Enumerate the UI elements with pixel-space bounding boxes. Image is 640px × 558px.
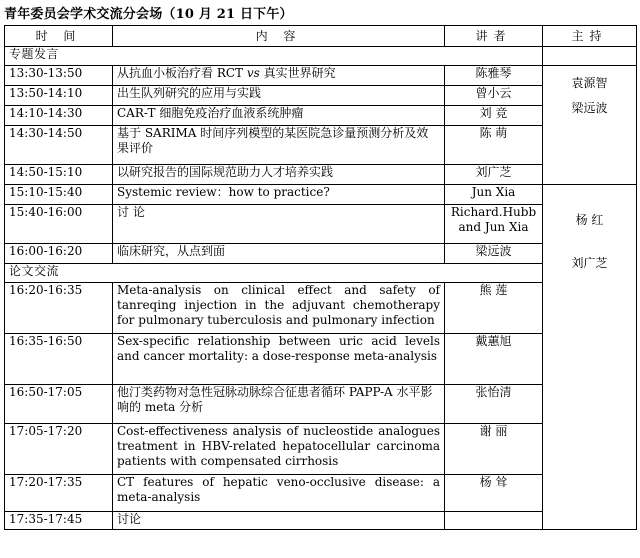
- table-row: [5, 512, 637, 530]
- speaker-cell: 曾小云: [445, 86, 543, 106]
- table-row: [5, 66, 637, 86]
- topic-vs: vs: [246, 66, 260, 80]
- header-time: 时 间: [5, 26, 113, 47]
- time-cell: 16:00-16:20: [5, 244, 113, 264]
- time-cell: 14:10-14:30: [5, 106, 113, 126]
- speaker-cell: 张怡清: [445, 385, 543, 424]
- doc-title: 青年委员会学术交流分会场（10 月 21 日下午）: [4, 7, 293, 22]
- table-row: [5, 475, 637, 512]
- header-host: 主持: [543, 26, 637, 47]
- table-row: [5, 106, 637, 126]
- time-cell: 16:50-17:05: [5, 385, 113, 424]
- time-cell: 15:40-16:00: [5, 205, 113, 244]
- time-cell: 17:20-17:35: [5, 475, 113, 512]
- topic-cell: Sex-specific relationship between uric acid levels and cancer mortality: a dose-response meta-analysis: [113, 334, 445, 385]
- topic-part: 真实世界研究: [259, 66, 336, 80]
- topic-part: 从抗血小板治疗看 RCT: [117, 66, 247, 80]
- topic-cell: [113, 66, 445, 86]
- table-row: [5, 283, 637, 334]
- time-cell: 16:35-16:50: [5, 334, 113, 385]
- header-speaker: 讲者: [445, 26, 543, 47]
- host-cell: [543, 185, 637, 530]
- speaker-cell: 熊 莲: [445, 283, 543, 334]
- table-row: [5, 185, 637, 205]
- speaker-cell: 刘广芝: [445, 165, 543, 185]
- speaker-cell: 杨 耸: [445, 475, 543, 512]
- time-cell: 14:50-15:10: [5, 165, 113, 185]
- table-row: [5, 165, 637, 185]
- section-label: 论文交流: [5, 264, 543, 283]
- table-row: [5, 424, 637, 475]
- speaker-cell: 梁远波: [445, 244, 543, 264]
- speaker-cell: 刘 竞: [445, 106, 543, 126]
- schedule-table: [4, 25, 637, 530]
- host-name: 袁源智: [571, 76, 608, 90]
- table-row: [5, 86, 637, 106]
- time-cell: 13:30-13:50: [5, 66, 113, 86]
- topic-cell: Cost-effectiveness analysis of nucleostide analogues treatment in HBV-related hepatocellular carcinoma patients with compensated cirrhosis: [113, 424, 445, 475]
- speaker-cell: 戴蕙旭: [445, 334, 543, 385]
- speaker-cell: 谢 丽: [445, 424, 543, 475]
- topic-cell: Systemic review：how to practice?: [113, 185, 445, 205]
- host-names: [547, 213, 632, 271]
- topic-cell: 基于 SARIMA 时间序列模型的某医院急诊量预测分析及效果评价: [113, 126, 445, 165]
- table-row: [5, 385, 637, 424]
- time-cell: 16:20-16:35: [5, 283, 113, 334]
- topic-cell: CT features of hepatic veno-occlusive disease: a meta-analysis: [113, 475, 445, 512]
- header-row: [5, 26, 637, 47]
- topic-cell: 他汀类药物对急性冠脉动脉综合征患者循环 PAPP-A 水平影响的 meta 分析: [113, 385, 445, 424]
- speaker-cell: [445, 512, 543, 530]
- time-cell: 17:35-17:45: [5, 512, 113, 530]
- table-row: [5, 244, 637, 264]
- section-label: 专题发言: [5, 47, 543, 66]
- speaker-cell: 陈 萌: [445, 126, 543, 165]
- topic-cell: 临床研究，从点到面: [113, 244, 445, 264]
- speaker-cell: Richard.Hubb and Jun Xia: [445, 205, 543, 244]
- table-row: [5, 334, 637, 385]
- topic-cell: Meta-analysis on clinical effect and safety of tanreqing injection in the adjuvant chemotherapy for pulmonary tuberculosis and pulmonary infection: [113, 283, 445, 334]
- table-row: [5, 205, 637, 244]
- host-cell-empty: [543, 47, 637, 66]
- topic-cell: 以研究报告的国际规范助力人才培养实践: [113, 165, 445, 185]
- section-row: [5, 47, 637, 66]
- host-name: 刘广芝: [571, 256, 608, 270]
- host-name: 梁远波: [571, 101, 608, 115]
- time-cell: 15:10-15:40: [5, 185, 113, 205]
- speaker-cell: 陈雅琴: [445, 66, 543, 86]
- header-topic: 内 容: [113, 26, 445, 47]
- table-row: [5, 126, 637, 165]
- host-name: 杨 红: [575, 213, 604, 227]
- host-cell: [543, 66, 637, 185]
- host-names: [547, 76, 632, 116]
- time-cell: 14:30-14:50: [5, 126, 113, 165]
- time-cell: 17:05-17:20: [5, 424, 113, 475]
- topic-cell: CAR-T 细胞免疫治疗血液系统肿瘤: [113, 106, 445, 126]
- topic-cell: 讨论: [113, 512, 445, 530]
- time-cell: 13:50-14:10: [5, 86, 113, 106]
- topic-cell: 讨 论: [113, 205, 445, 244]
- section-row: [5, 264, 637, 283]
- speaker-cell: Jun Xia: [445, 185, 543, 205]
- topic-cell: 出生队列研究的应用与实践: [113, 86, 445, 106]
